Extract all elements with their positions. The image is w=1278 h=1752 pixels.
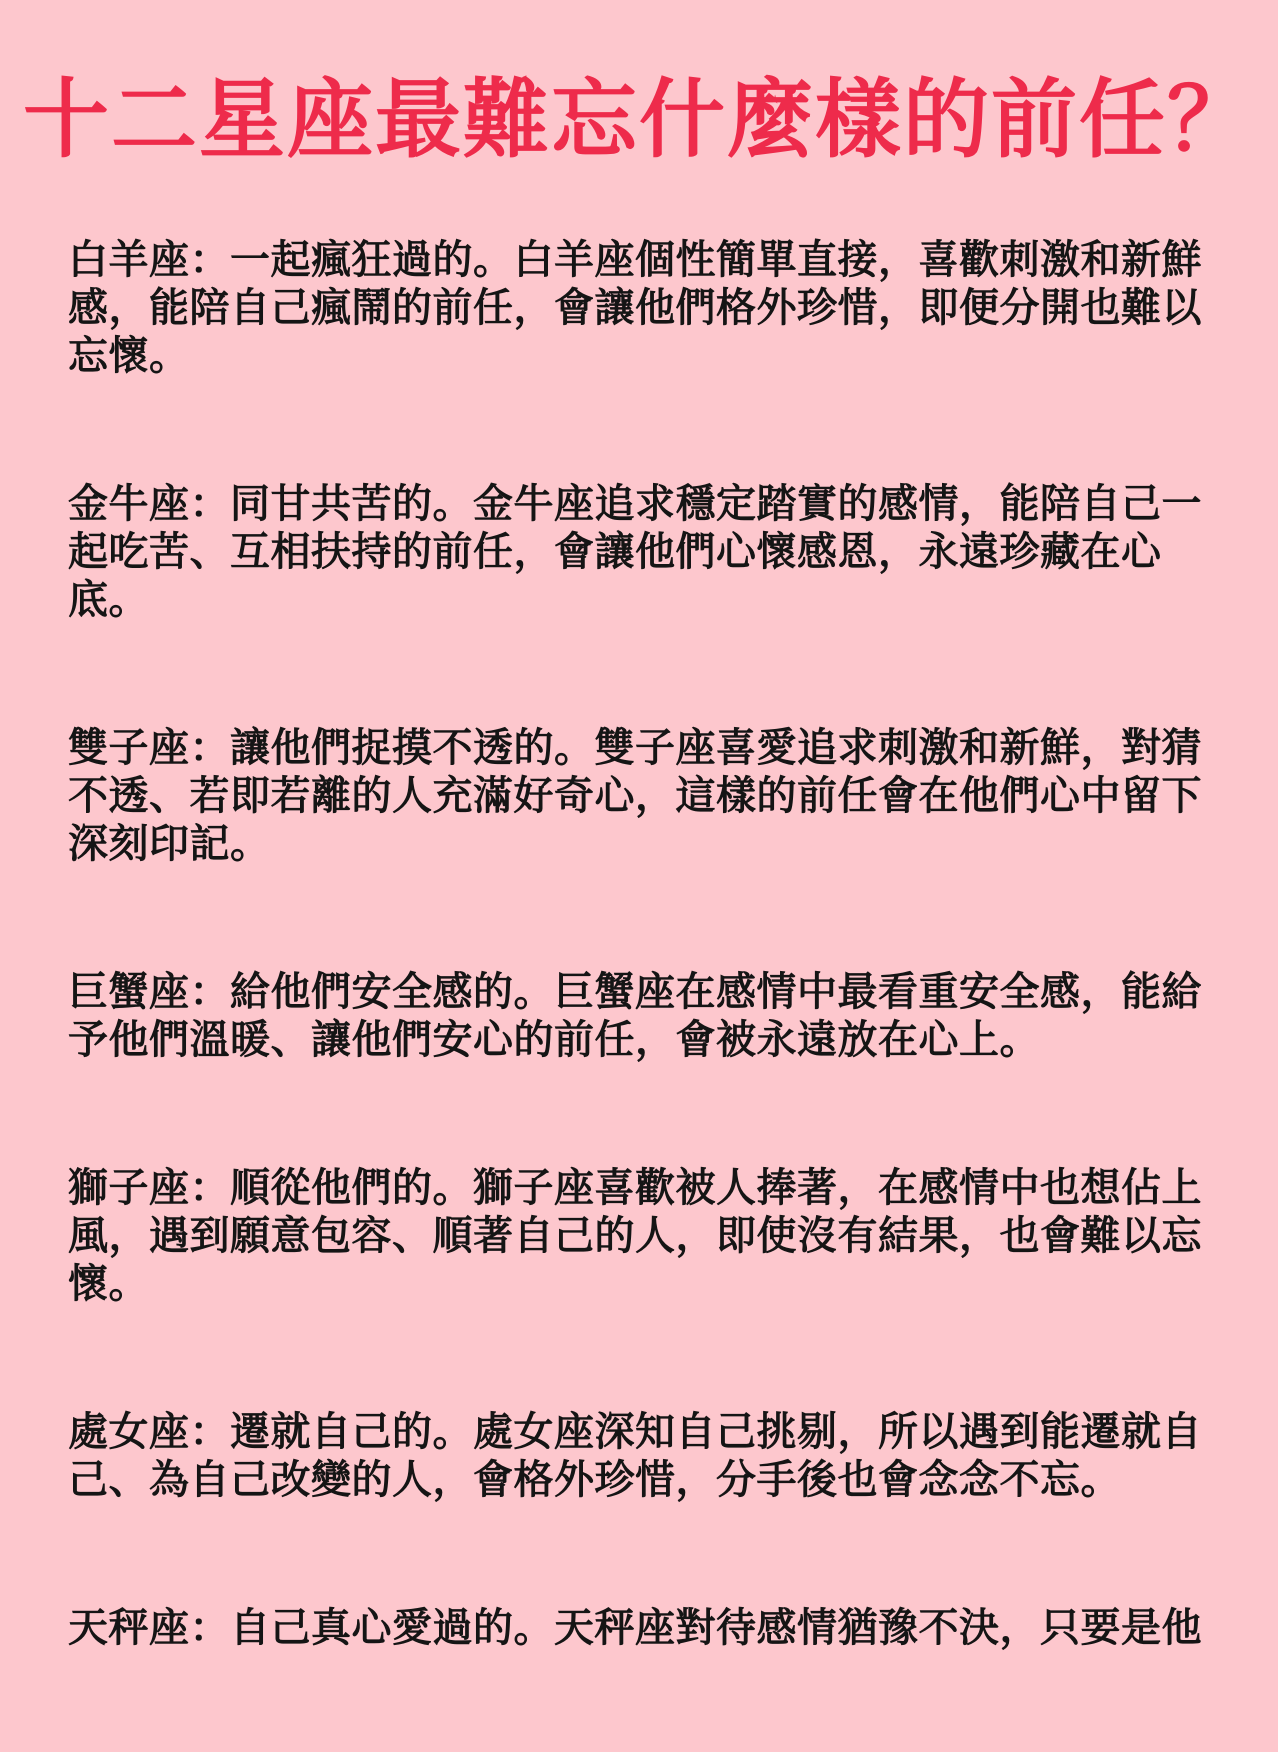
entry-virgo: 處女座：遷就自己的。處女座深知自己挑剔，所以遇到能遷就自己、為自己改變的人，會格外珍惜，分手後也會念念不忘。 — [68, 1409, 1202, 1503]
entry-libra: 天秤座：自己真心愛過的。天秤座對待感情猶豫不決，只要是他 — [68, 1605, 1202, 1651]
zodiac-entry-list — [68, 236, 1216, 1752]
entry-cancer: 巨蟹座：給他們安全感的。巨蟹座在感情中最看重安全感，能給予他們溫暖、讓他們安心的前任，會被永遠放在心上。 — [68, 969, 1202, 1063]
entry-aries: 白羊座：一起瘋狂過的。白羊座個性簡單直接，喜歡刺激和新鮮感，能陪自己瘋鬧的前任，會讓他們格外珍惜，即便分開也難以忘懷。 — [68, 237, 1202, 379]
entry-leo: 獅子座：順從他們的。獅子座喜歡被人捧著，在感情中也想佔上風，遇到願意包容、順著自己的人，即使沒有結果，也會難以忘懷。 — [68, 1165, 1202, 1307]
entry-gemini: 雙子座：讓他們捉摸不透的。雙子座喜愛追求刺激和新鮮，對猜不透、若即若離的人充滿好奇心，這樣的前任會在他們心中留下深刻印記。 — [68, 725, 1202, 867]
page-title: 十二星座最難忘什麼樣的前任？ — [23, 70, 1255, 170]
entry-taurus: 金牛座：同甘共苦的。金牛座追求穩定踏實的感情，能陪自己一起吃苦、互相扶持的前任，會讓他們心懷感恩，永遠珍藏在心底。 — [68, 481, 1202, 623]
